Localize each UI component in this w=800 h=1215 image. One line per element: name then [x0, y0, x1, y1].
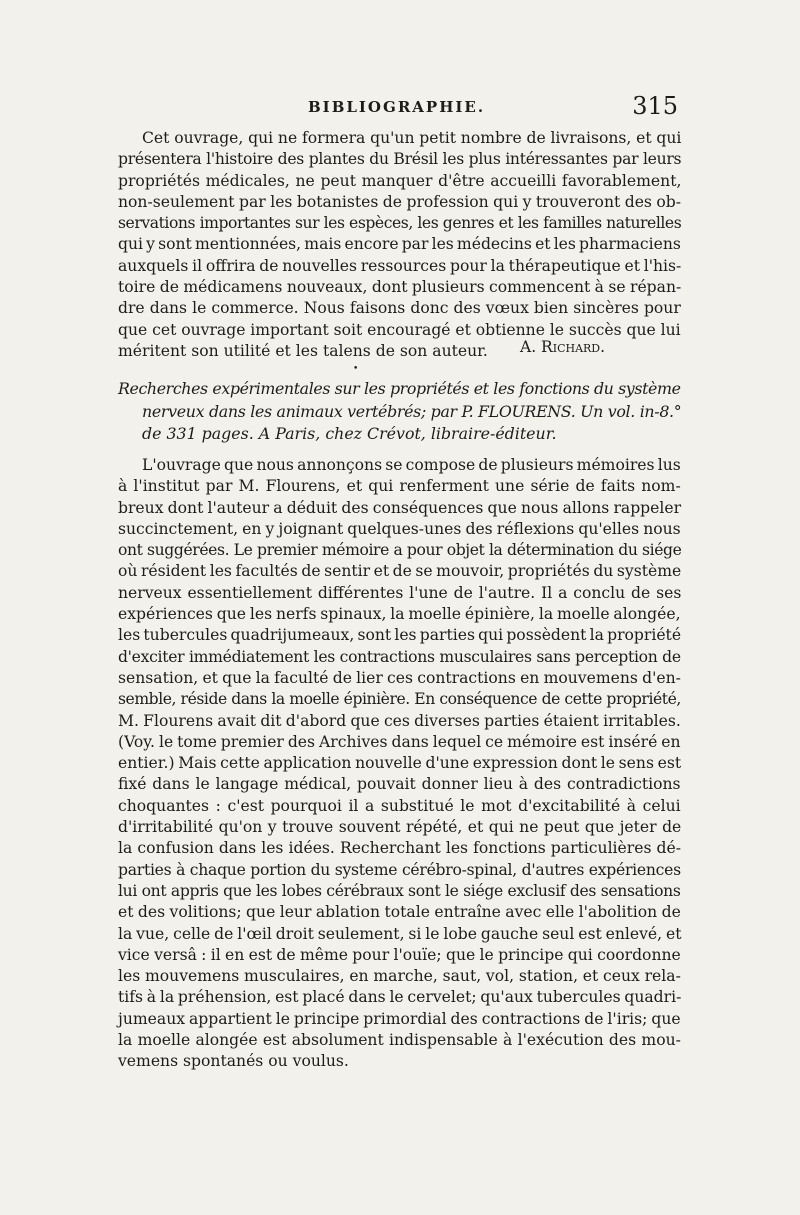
text-line: succinctement, en y joignant quelques-unes des réflexions qu'elles nous — [118, 519, 681, 538]
title-line: Recherches expérimentales sur les propriétés et les fonctions du système — [118, 379, 681, 398]
text-line: semble, réside dans la moelle épinière. En conséquence de cette propriété, — [118, 690, 681, 709]
text-line: servations importantes sur les espèces, les genres et les familles naturelles — [118, 214, 682, 233]
text-line: Cet ouvrage, qui ne formera qu'un petit nombre de livraisons, et qui — [142, 129, 682, 147]
text-line: sensation, et que la faculté de lier ces contractions en mouvemens d'en- — [118, 668, 681, 687]
text-line: et des volitions; que leur ablation totale entraîne avec elle l'abolition de — [118, 903, 681, 922]
text-line: les tubercules quadrijumeaux, sont les parties qui possèdent la propriété — [118, 626, 682, 645]
review-paragraph-2 — [118, 455, 681, 1073]
text-line: la confusion dans les idées. Recherchant les fonctions particulières dé- — [118, 839, 682, 858]
running-title: BIBLIOGRAPHIE. — [308, 98, 486, 116]
text-line: tifs à la préhension, est placé dans le cervelet; qu'aux tubercules quadri- — [118, 988, 682, 1007]
book-page: BIBLIOGRAPHIE. 315 Cet ouvrage, qui ne formera qu'un petit nombre de livraisons, et qui présentera l'histoire des plantes du Brésil les plus intéressantes par leurs propriétés médicales, ne peut manquer d'être accueilli favorablement, non-seulement par les botanistes de profession qui y trouveront des ob- servations importantes sur les espèces, les genres et les familles naturelles qui y sont mentionnées, mais encore par les médecins et les pharmaciens auxquels il offrira de nouvelles ressources pour la thérapeutique et l'his- toire de médicamens nouveaux, dont plusieurs commencent à se répan- dre dans le commerce. Nous faisons donc des vœux bien sincères pour que cet ouvrage important soit encouragé et obtienne le succès que lui méritent son utilité et les talens de son auteur. A. Richard. • Recherches expérimentales sur les propriétés et les fonctions du système nerveux dans les animaux vertébrés; par P. FLOURENS. Un vol. in-8.° de 331 pages. A Paris, chez Crévot, libraire-éditeur. L'ouvrage que nous annonçons se compose de plusieurs mémoires lus à l'institut par M. Flourens, et qui renferment une série de faits nom- breux dont l'auteur a déduit des conséquences que nous allons rappeler succinctement, en y joignant quelques-unes des réflexions qu'elles nous ont suggérées. Le premier mémoire a pour objet la détermination du siége où résident les facultés de sentir et de se mouvoir, propriétés du système nerveux essentiellement différentes l'une de l'autre. Il a conclu de ses expériences que les nerfs spinaux, la moelle épinière, la moelle alongée, les tubercules quadrijumeaux, sont les parties qui possèdent la propriété d'exciter immédiatement les contractions musculaires sans perception de sensation, et que la faculté de lier ces contractions en mouvemens d'en- semble, réside dans la moelle épinière. En conséquence de cette propriété, M. Flourens avait dit d'abord que ces diverses parties étaient irritables. (Voy. le tome premier des Archives dans lequel ce mémoire est inséré en entier.) Mais cette application nouvelle d'une expression dont le sens est fixé dans le langage médical, pouvait donner lieu à des contradictions choquantes : c'est pourquoi il a substitué le mot d'excitabilité à celui d'irritabilité qu'on y trouve souvent répété, et qui ne peut que jeter de la confusion dans les idées. Recherchant les fonctions particulières dé- parties à chaque portion du systeme cérébro-spinal, d'autres expériences lui ont appris que les lobes cérébraux sont le siége exclusif des sensations et des volitions; que leur ablation totale entraîne avec elle l'abolition de la vue, celle de l'œil droit seulement, si le lobe gauche seul est enlevé, et vice versâ : il en est de même pour l'ouïe; que le principe qui coordonne les mouvemens musculaires, en marche, saut, vol, station, et ceux rela- tifs à la préhension, est placé dans le cervelet; qu'aux tubercules quadri- jumeaux appartient le principe primordial des contractions de l'iris; que la moelle alongée est absolument indispensable à l'exécution des mou- vemens spontanés ou voulus. — [0, 0, 800, 1215]
text-line: où résident les facultés de sentir et de se mouvoir, propriétés du système — [118, 562, 682, 581]
text-line: les mouvemens musculaires, en marche, saut, vol, station, et ceux rela- — [118, 967, 681, 986]
review-signature: A. Richard. — [520, 338, 606, 356]
text-line: fixé dans le langage médical, pouvait donner lieu à des contradictions — [118, 775, 681, 794]
text-line: ont suggérées. Le premier mémoire a pour objet la détermination du siége — [118, 541, 682, 560]
text-line: toire de médicamens nouveaux, dont plusieurs commencent à se répan- — [118, 278, 682, 297]
text-line: auxquels il offrira de nouvelles ressources pour la thérapeutique et l'his- — [118, 256, 682, 275]
review-paragraph-1 — [118, 128, 681, 362]
text-line: jumeaux appartient le principe primordial des contractions de l'iris; que — [118, 1009, 681, 1028]
text-line: à l'institut par M. Flourens, et qui renferment une série de faits nom- — [118, 477, 681, 496]
text-line: d'exciter immédiatement les contractions musculaires sans perception de — [118, 647, 681, 666]
text-line: que cet ouvrage important soit encouragé et obtienne le succès que lui — [118, 320, 681, 339]
text-line: la moelle alongée est absolument indispensable à l'exécution des mou- — [118, 1031, 681, 1050]
title-line: nerveux dans les animaux vertébrés; par P. FLOURENS. Un vol. in-8.° — [142, 401, 682, 421]
text-line: dre dans le commerce. Nous faisons donc des vœux bien sincères pour — [118, 299, 681, 318]
page-number: 315 — [632, 92, 678, 120]
page-header — [118, 92, 678, 122]
text-line: non-seulement par les botanistes de profession qui y trouveront des ob- — [118, 192, 682, 211]
text-line: nerveux essentiellement différentes l'une de l'autre. Il a conclu de ses — [118, 583, 682, 602]
text-line: vemens spontanés ou voulus. — [118, 1052, 349, 1071]
text-line: vice versâ : il en est de même pour l'ouïe; que le principe qui coordonne — [118, 945, 681, 964]
text-line: expériences que les nerfs spinaux, la moelle épinière, la moelle alongée, — [118, 605, 681, 624]
text-line: propriétés médicales, ne peut manquer d'être accueilli favorablement, — [118, 171, 682, 190]
book-title-citation — [118, 378, 681, 446]
text-line: (Voy. le tome premier des Archives dans lequel ce mémoire est inséré en — [118, 732, 681, 751]
text-line: qui y sont mentionnées, mais encore par les médecins et les pharmaciens — [118, 235, 681, 254]
text-line: lui ont appris que les lobes cérébraux sont le siége exclusif des sensations — [118, 881, 681, 900]
title-line: de 331 pages. A Paris, chez Crévot, libraire-éditeur. — [142, 424, 557, 443]
text-line: parties à chaque portion du systeme cérébro-spinal, d'autres expériences — [118, 860, 681, 879]
text-line: méritent son utilité et les talens de son auteur. — [118, 341, 488, 360]
text-line: choquantes : c'est pourquoi il a substitué le mot d'excitabilité à celui — [118, 796, 681, 815]
text-line: L'ouvrage que nous annonçons se compose de plusieurs mémoires lus — [142, 456, 681, 474]
text-line: présentera l'histoire des plantes du Brésil les plus intéressantes par leurs — [118, 150, 682, 169]
text-line: breux dont l'auteur a déduit des conséquences que nous allons rappeler — [118, 498, 682, 517]
text-line: entier.) Mais cette application nouvelle d'une expression dont le sens est — [118, 754, 682, 773]
text-line: M. Flourens avait dit d'abord que ces diverses parties étaient irritables. — [118, 711, 681, 730]
text-line: d'irritabilité qu'on y trouve souvent répété, et qui ne peut que jeter de — [118, 818, 682, 837]
text-line: la vue, celle de l'œil droit seulement, si le lobe gauche seul est enlevé, et — [118, 924, 682, 943]
